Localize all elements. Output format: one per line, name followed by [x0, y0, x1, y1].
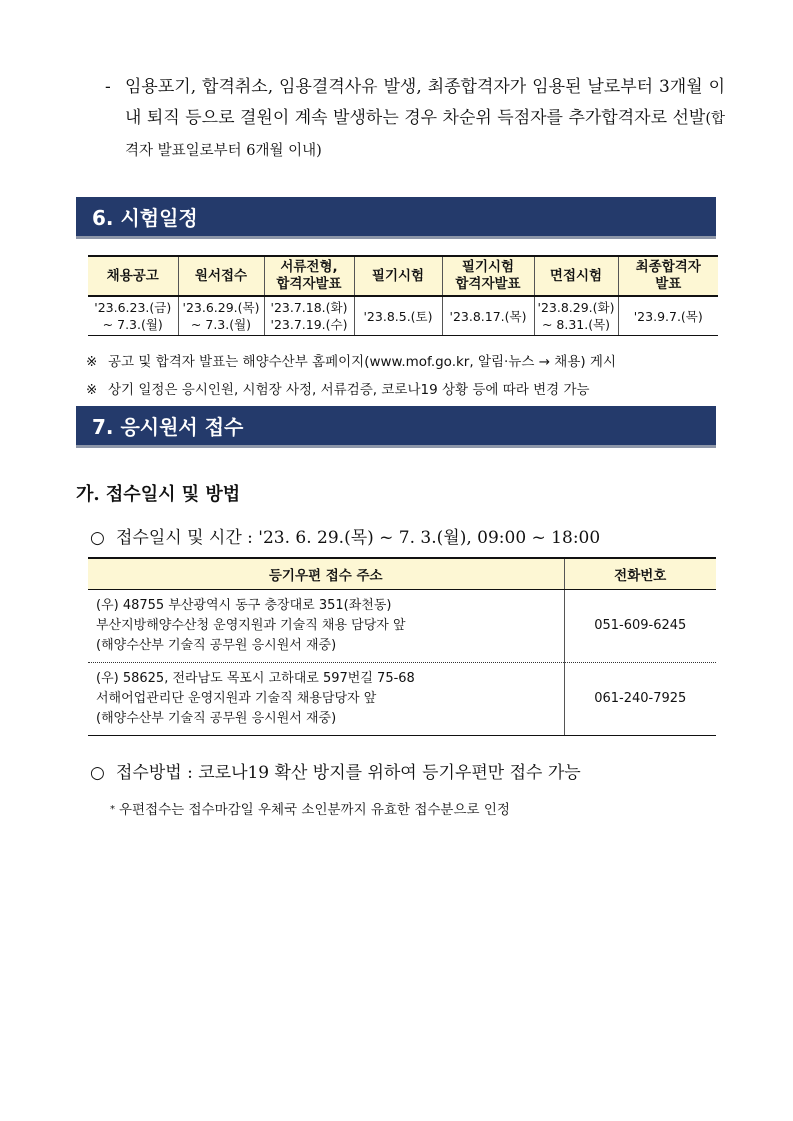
subheading: 가. 접수일시 및 방법 — [76, 484, 241, 505]
address-header-row — [88, 558, 716, 590]
address-row — [88, 590, 716, 663]
schedule-note: ※ 상기 일정은 응시인원, 시험장 사정, 서류검증, 코로나19 상황 등에 따라 변경 가능 — [86, 382, 590, 398]
schedule-header: 원서접수 — [178, 256, 264, 296]
schedule-header: 필기시험 — [354, 256, 442, 296]
schedule-note: ※ 공고 및 합격자 발표는 해양수산부 홈페이지(www.mof.go.kr, 알림·뉴스 → 채용) 게시 — [86, 354, 617, 370]
footnote: * 우편접수는 접수마감일 우체국 소인분까지 유효한 접수분으로 인정 — [110, 802, 510, 818]
intro-text: 임용포기, 합격취소, 임용결격사유 발생, 최종합격자가 임용된 날로부터 3개월 이내 퇴직 등으로 결원이 계속 발생하는 경우 차순위 득점자를 추가합격자로 선발 — [125, 77, 725, 128]
schedule-header: 서류전형, 합격자발표 — [264, 256, 354, 296]
address-cell: (우) 58625, 전라남도 목포시 고하대로 597번길 75-68 서해어업관리단 운영지원과 기술직 채용담당자 앞 (해양수산부 기술직 공무원 응시원서 재중) — [88, 663, 564, 736]
schedule-cell: '23.7.18.(화) '23.7.19.(수) — [264, 296, 354, 336]
schedule-cell: '23.8.5.(토) — [354, 296, 442, 336]
address-cell: (우) 48755 부산광역시 동구 충장대로 351(좌천동) 부산지방해양수산청 운영지원과 기술직 채용 담당자 앞 (해양수산부 기술직 공무원 응시원서 재중) — [88, 590, 564, 663]
schedule-cell: '23.8.17.(목) — [442, 296, 534, 336]
section-6-header: 6. 시험일정 — [76, 197, 716, 239]
phone-cell: 051-609-6245 — [564, 590, 716, 663]
intro-paragraph — [105, 72, 725, 167]
address-row — [88, 663, 716, 736]
phone-cell: 061-240-7925 — [564, 663, 716, 736]
schedule-header-row — [88, 256, 718, 296]
address-header: 등기우편 접수 주소 — [88, 558, 564, 590]
schedule-header: 면접시험 — [534, 256, 618, 296]
method-bullet: ○ 접수방법 : 코로나19 확산 방지를 위하여 등기우편만 접수 가능 — [90, 763, 581, 783]
intro-paren: (합격자 발표일로부터 6개월 이내) — [125, 111, 725, 159]
schedule-header: 필기시험 합격자발표 — [442, 256, 534, 296]
address-table — [88, 557, 716, 736]
schedule-cell: '23.6.29.(목) ~ 7.3.(월) — [178, 296, 264, 336]
datetime-bullet: ○ 접수일시 및 시간 : '23. 6. 29.(목) ~ 7. 3.(월), 09:00 ~ 18:00 — [90, 528, 601, 548]
schedule-cell: '23.9.7.(목) — [618, 296, 718, 336]
schedule-value-row — [88, 296, 718, 336]
schedule-cell: '23.6.23.(금) ~ 7.3.(월) — [88, 296, 178, 336]
schedule-cell: '23.8.29.(화) ~ 8.31.(목) — [534, 296, 618, 336]
schedule-header: 채용공고 — [88, 256, 178, 296]
intro-body — [125, 72, 725, 167]
intro-dash: - — [105, 77, 111, 97]
schedule-table — [88, 255, 718, 336]
phone-header: 전화번호 — [564, 558, 716, 590]
section-7-header: 7. 응시원서 접수 — [76, 406, 716, 448]
schedule-header: 최종합격자 발표 — [618, 256, 718, 296]
